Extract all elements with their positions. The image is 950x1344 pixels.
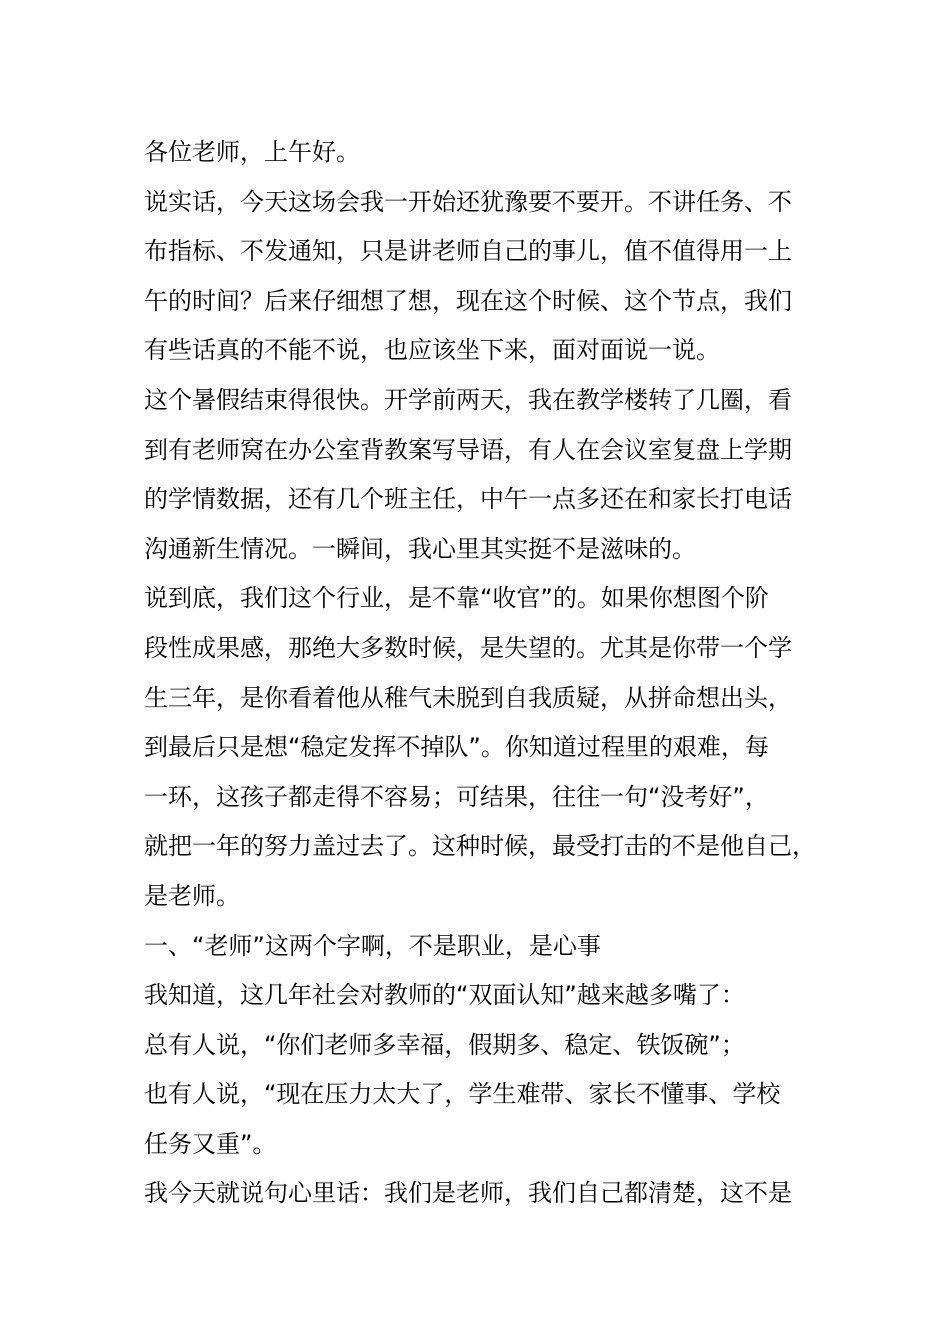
text-line: 段性成果感，那绝大多数时候，是失望的。尤其是你带一个学 [144, 633, 792, 662]
text-line: 到有老师窝在办公室背教案写导语，有人在会议室复盘上学期 [144, 435, 792, 464]
text-line: 说实话，今天这场会我一开始还犹豫要不要开。不讲任务、不 [144, 187, 792, 216]
text-line: 各位老师，上午好。 [144, 138, 360, 166]
text-line: 也有人说，“现在压力太大了，学生难带、家长不懂事、学校 [144, 1080, 781, 1109]
text-line: 说到底，我们这个行业，是不靠“收官”的。如果你想图个阶 [144, 584, 769, 613]
text-line: 我今天就说句心里话：我们是老师，我们自己都清楚，这不是 [144, 1179, 792, 1208]
text-line: 布指标、不发通知，只是讲老师自己的事儿，值不值得用一上 [144, 237, 792, 266]
section-heading: 一、“老师”这两个字啊，不是职业，是心事 [144, 931, 601, 960]
text-line: 是老师。 [144, 881, 240, 910]
text-line: 的学情数据，还有几个班主任，中午一点多还在和家长打电话 [144, 485, 792, 514]
text-line: 我知道，这几年社会对教师的“双面认知”越来越多嘴了： [144, 981, 745, 1010]
speech-text [144, 128, 834, 1219]
text-line: 这个暑假结束得很快。开学前两天，我在教学楼转了几圈，看 [144, 385, 792, 414]
text-line: 有些话真的不能不说，也应该坐下来，面对面说一说。 [144, 336, 720, 365]
text-line: 到最后只是想“稳定发挥不掉队”。你知道过程里的艰难，每 [144, 733, 769, 762]
text-line: 任务又重”。 [144, 1129, 277, 1158]
text-line: 就把一年的努力盖过去了。这种时候，最受打击的不是他自己， [144, 832, 816, 861]
text-line: 总有人说，“你们老师多幸福，假期多、稳定、铁饭碗”； [144, 1030, 745, 1059]
text-line: 生三年，是你看着他从稚气未脱到自我质疑，从拼命想出头， [144, 683, 792, 712]
text-line: 一环，这孩子都走得不容易；可结果，往往一句“没考好”， [144, 782, 769, 811]
text-line: 沟通新生情况。一瞬间，我心里其实挺不是滋味的。 [144, 534, 696, 563]
text-line: 午的时间？后来仔细想了想，现在这个时候、这个节点，我们 [144, 286, 792, 315]
